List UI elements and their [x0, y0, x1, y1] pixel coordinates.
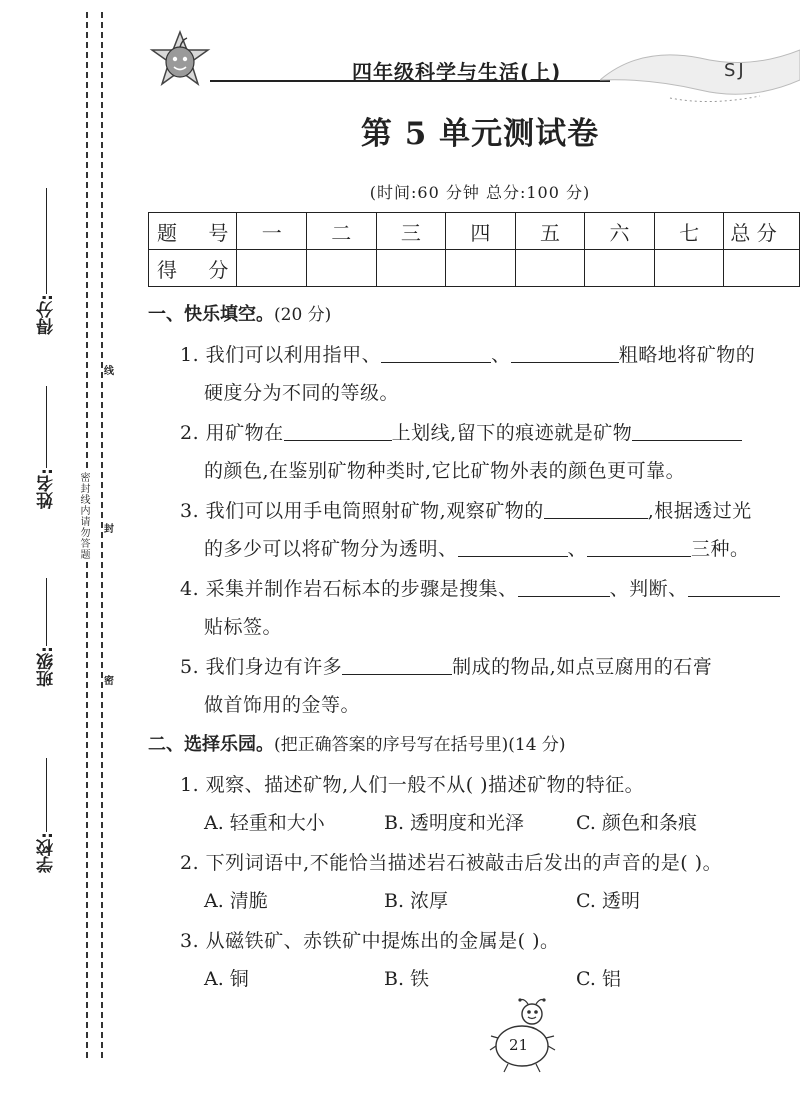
subject-title: 四年级科学与生活(上) [352, 60, 562, 84]
school-field[interactable] [34, 756, 58, 873]
answer-blank[interactable] [511, 344, 619, 363]
name-field-line[interactable] [46, 386, 47, 468]
mc-q3-option-b[interactable]: B. 铁 [384, 968, 430, 990]
school-field-label: 学校: [36, 832, 57, 873]
q3-text-d: 、 [567, 538, 588, 560]
answer-blank[interactable] [632, 422, 742, 441]
mc-q2: 2. 下列词语中,不能恰当描述岩石被敲击后发出的声音的是( )。 [180, 852, 723, 874]
binding-dashed-line-inner [101, 12, 103, 1058]
q2-line1 [180, 418, 742, 445]
score-table [148, 212, 800, 287]
q5-text-b: 制成的物品,如点豆腐用的石膏 [452, 656, 713, 678]
q4-line2: 贴标签。 [204, 616, 283, 638]
answer-blank[interactable] [458, 538, 568, 557]
seal-char-xian: 线 [104, 362, 114, 377]
mc-q2-option-a[interactable]: A. 清脆 [204, 890, 268, 912]
q3-line2 [204, 534, 750, 561]
q1-line1 [180, 340, 755, 367]
score-table-score-row [149, 250, 800, 287]
q1-text-a: 1. 我们可以利用指甲、 [180, 344, 382, 366]
section1-points: (20 分) [274, 305, 332, 325]
seal-char-feng: 封 [104, 520, 114, 535]
answer-blank[interactable] [688, 578, 780, 597]
class-field-label: 班级: [36, 646, 57, 687]
score-cell[interactable] [306, 250, 376, 287]
section1-title: 一、快乐填空。 [148, 304, 274, 325]
header-wave-decoration [600, 40, 800, 110]
q3-text-b: ,根据透过光 [647, 500, 752, 522]
score-cell[interactable] [515, 250, 585, 287]
section2-points: (把正确答案的序号写在括号里)(14 分) [274, 735, 566, 755]
score-table-col-header-total: 总 分 [724, 213, 800, 250]
seal-char-mi: 密 [104, 672, 114, 687]
mc-q3-option-a[interactable]: A. 铜 [204, 968, 249, 990]
q5-line2: 做首饰用的金等。 [204, 694, 361, 716]
answer-blank[interactable] [544, 500, 648, 519]
mc-q3: 3. 从磁铁矿、赤铁矿中提炼出的金属是( )。 [180, 930, 560, 952]
q1-text-c: 粗略地将矿物的 [618, 344, 756, 366]
score-table-col-header: 六 [585, 213, 655, 250]
q5-line1 [180, 652, 712, 679]
mascot-logo-icon [146, 28, 214, 92]
exam-meta: (时间:60 分钟 总分:100 分) [369, 183, 591, 202]
edition-mark: SJ [724, 60, 747, 81]
score-table-header-row [149, 213, 800, 250]
seal-note: 密封线内请勿答题 [78, 472, 89, 560]
score-table-row-label: 题 号 [149, 213, 237, 250]
score-cell[interactable] [376, 250, 446, 287]
q3-text-e: 三种。 [691, 538, 750, 560]
score-field-label: 得分: [36, 294, 57, 335]
score-cell[interactable] [446, 250, 516, 287]
mc-q2-option-b[interactable]: B. 浓厚 [384, 890, 449, 912]
class-field[interactable] [34, 576, 58, 687]
q1-text-b: 、 [491, 344, 511, 366]
mc-q1: 1. 观察、描述矿物,人们一般不从( )描述矿物的特征。 [180, 774, 645, 796]
page-number: 21 [509, 1036, 529, 1054]
score-field[interactable] [34, 186, 58, 335]
answer-blank[interactable] [381, 344, 491, 363]
score-table-col-header: 三 [376, 213, 446, 250]
mc-q2-option-c[interactable]: C. 透明 [576, 890, 640, 912]
score-table-col-header: 一 [237, 213, 307, 250]
section2-heading [148, 730, 566, 756]
score-cell[interactable] [654, 250, 724, 287]
score-field-line[interactable] [46, 188, 47, 294]
q3-line1 [180, 496, 752, 523]
q4-line1 [180, 574, 780, 601]
section1-heading [148, 300, 331, 326]
answer-blank[interactable] [342, 656, 452, 675]
score-cell[interactable] [585, 250, 655, 287]
q2-text-b: 上划线,留下的痕迹就是矿物 [391, 422, 633, 444]
answer-blank[interactable] [587, 538, 691, 557]
q3-text-c: 的多少可以将矿物分为透明、 [204, 538, 458, 560]
page-title: 第 5 单元测试卷 [360, 116, 600, 152]
answer-blank[interactable] [284, 422, 392, 441]
name-field-label: 姓名: [36, 468, 57, 509]
score-table-row-label: 得 分 [149, 250, 237, 287]
school-field-line[interactable] [46, 758, 47, 832]
mc-q1-option-c[interactable]: C. 颜色和条痕 [576, 812, 697, 834]
class-field-line[interactable] [46, 578, 47, 646]
q4-text-b: 、判断、 [609, 578, 688, 600]
q3-text-a: 3. 我们可以用手电筒照射矿物,观察矿物的 [180, 500, 544, 522]
q2-line2: 的颜色,在鉴别矿物种类时,它比矿物外表的颜色更可靠。 [204, 460, 686, 482]
q4-text-a: 4. 采集并制作岩石标本的步骤是搜集、 [180, 578, 518, 600]
name-field[interactable] [34, 384, 58, 509]
section2-title: 二、选择乐园。 [148, 734, 274, 755]
q2-text-a: 2. 用矿物在 [180, 422, 284, 444]
answer-blank[interactable] [518, 578, 610, 597]
score-table-col-header: 二 [306, 213, 376, 250]
score-table-col-header: 五 [515, 213, 585, 250]
mc-q3-option-c[interactable]: C. 铝 [576, 968, 621, 990]
score-table-col-header: 七 [654, 213, 724, 250]
q5-text-a: 5. 我们身边有许多 [180, 656, 343, 678]
mc-q1-option-b[interactable]: B. 透明度和光泽 [384, 812, 525, 834]
mc-q1-option-a[interactable]: A. 轻重和大小 [204, 812, 325, 834]
q1-line2: 硬度分为不同的等级。 [204, 382, 400, 404]
score-table-col-header: 四 [446, 213, 516, 250]
score-cell-total[interactable] [724, 250, 800, 287]
score-cell[interactable] [237, 250, 307, 287]
